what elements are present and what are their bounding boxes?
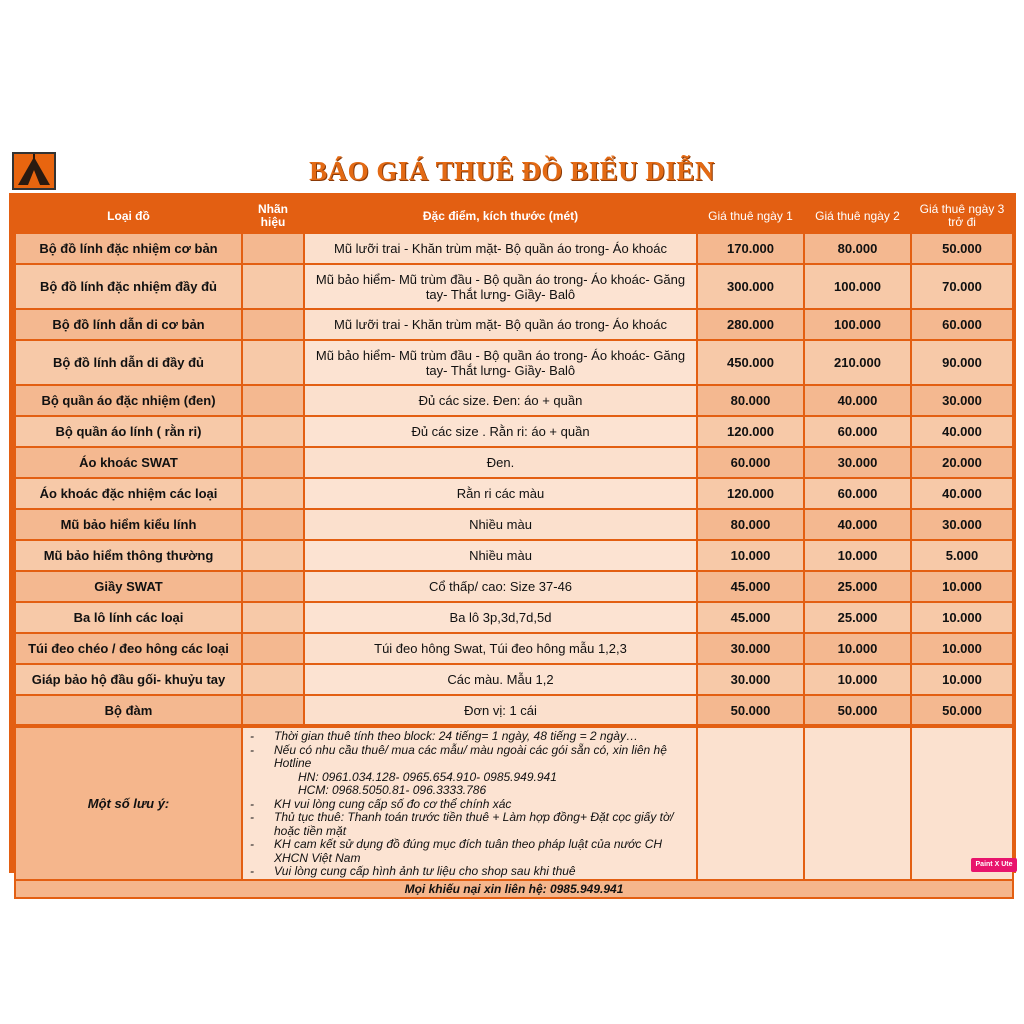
price-day1: 50.000 [697, 695, 804, 726]
item-description: Cổ thấp/ cao: Size 37-46 [304, 571, 697, 602]
item-name: Bộ đồ lính dẫn di cơ bản [15, 309, 242, 340]
header-day3: Giá thuê ngày 3 trở đi [911, 199, 1013, 233]
table-row [15, 340, 1013, 385]
price-day1: 80.000 [697, 385, 804, 416]
price-day2: 10.000 [804, 540, 911, 571]
watermark-badge: Paint X Ute [971, 858, 1017, 872]
price-day2: 100.000 [804, 264, 911, 309]
notes-empty-cell [804, 726, 911, 880]
item-description: Mũ bảo hiểm- Mũ trùm đầu - Bộ quần áo trong- Áo khoác- Găng tay- Thắt lưng- Giầy- Balô [304, 264, 697, 309]
note-line: HN: 0961.034.128- 0965.654.910- 0985.949.941 [298, 769, 557, 784]
price-day2: 25.000 [804, 602, 911, 633]
price-day3: 50.000 [911, 233, 1013, 264]
price-day1: 120.000 [697, 478, 804, 509]
table-row [15, 695, 1013, 726]
price-day1: 280.000 [697, 309, 804, 340]
price-day2: 40.000 [804, 385, 911, 416]
price-day2: 60.000 [804, 478, 911, 509]
item-name: Mũ bảo hiểm thông thường [15, 540, 242, 571]
header-item: Loại đồ [15, 199, 242, 233]
page-title: BÁO GIÁ THUÊ ĐỒ BIỂU DIỄN [309, 156, 715, 186]
price-day1: 30.000 [697, 664, 804, 695]
price-day1: 450.000 [697, 340, 804, 385]
price-day3: 30.000 [911, 509, 1013, 540]
item-brand [242, 478, 304, 509]
table-row [15, 264, 1013, 309]
price-day2: 80.000 [804, 233, 911, 264]
item-name: Bộ đồ lính dẫn di đầy đủ [15, 340, 242, 385]
item-brand [242, 602, 304, 633]
item-description: Mũ lưỡi trai - Khăn trùm mặt- Bộ quần áo trong- Áo khoác [304, 233, 697, 264]
table-row [15, 633, 1013, 664]
table-row [15, 478, 1013, 509]
notes-label: Một số lưu ý: [15, 726, 242, 880]
price-table [14, 198, 1014, 899]
item-description: Các màu. Mẫu 1,2 [304, 664, 697, 695]
item-name: Áo khoác đặc nhiệm các loại [15, 478, 242, 509]
item-brand [242, 385, 304, 416]
note-line: - KH vui lòng cung cấp số đo cơ thể chính xác [274, 798, 693, 812]
header-brand: Nhãn hiệu [242, 199, 304, 233]
item-description: Đen. [304, 447, 697, 478]
price-day1: 45.000 [697, 571, 804, 602]
item-name: Áo khoác SWAT [15, 447, 242, 478]
table-row [15, 233, 1013, 264]
price-day2: 25.000 [804, 571, 911, 602]
price-day1: 45.000 [697, 602, 804, 633]
item-description: Rằn ri các màu [304, 478, 697, 509]
price-day2: 10.000 [804, 664, 911, 695]
item-brand [242, 633, 304, 664]
item-brand [242, 695, 304, 726]
item-name: Bộ đàm [15, 695, 242, 726]
price-day2: 60.000 [804, 416, 911, 447]
note-line: - Thời gian thuê tính theo block: 24 tiếng= 1 ngày, 48 tiếng = 2 ngày… [274, 730, 693, 744]
price-day3: 50.000 [911, 695, 1013, 726]
notes-text [242, 726, 697, 880]
table-row [15, 385, 1013, 416]
header-day1: Giá thuê ngày 1 [697, 199, 804, 233]
item-name: Giáp bảo hộ đầu gối- khuỷu tay [15, 664, 242, 695]
notes-empty-cell [911, 726, 1013, 880]
item-name: Bộ đồ lính đặc nhiệm đầy đủ [15, 264, 242, 309]
item-name: Bộ quần áo đặc nhiệm (đen) [15, 385, 242, 416]
item-description: Túi đeo hông Swat, Túi đeo hông mẫu 1,2,3 [304, 633, 697, 664]
price-day2: 40.000 [804, 509, 911, 540]
note-line: - Nếu có nhu cầu thuê/ mua các mẫu/ màu ngoài các gói sẵn có, xin liên hệ Hotline [274, 744, 693, 771]
item-brand [242, 264, 304, 309]
price-day3: 10.000 [911, 664, 1013, 695]
price-day1: 170.000 [697, 233, 804, 264]
price-day2: 10.000 [804, 633, 911, 664]
price-day2: 30.000 [804, 447, 911, 478]
price-day1: 60.000 [697, 447, 804, 478]
item-brand [242, 664, 304, 695]
price-day2: 100.000 [804, 309, 911, 340]
item-brand [242, 447, 304, 478]
item-name: Túi đeo chéo / đeo hông các loại [15, 633, 242, 664]
item-name: Giầy SWAT [15, 571, 242, 602]
price-day3: 20.000 [911, 447, 1013, 478]
notes-empty-cell [697, 726, 804, 880]
item-name: Bộ đồ lính đặc nhiệm cơ bản [15, 233, 242, 264]
item-brand [242, 416, 304, 447]
price-day3: 5.000 [911, 540, 1013, 571]
item-description: Đơn vị: 1 cái [304, 695, 697, 726]
header-desc: Đặc điểm, kích thước (mét) [304, 199, 697, 233]
price-day3: 60.000 [911, 309, 1013, 340]
item-description: Đủ các size. Đen: áo + quần [304, 385, 697, 416]
item-name: Bộ quần áo lính ( rằn ri) [15, 416, 242, 447]
table-header-row [15, 199, 1013, 233]
item-description: Nhiều màu [304, 509, 697, 540]
table-row [15, 664, 1013, 695]
item-brand [242, 340, 304, 385]
table-row [15, 447, 1013, 478]
price-day3: 40.000 [911, 478, 1013, 509]
table-row [15, 540, 1013, 571]
item-description: Ba lô 3p,3d,7d,5d [304, 602, 697, 633]
price-day1: 30.000 [697, 633, 804, 664]
item-brand [242, 540, 304, 571]
header-day2: Giá thuê ngày 2 [804, 199, 911, 233]
price-day3: 90.000 [911, 340, 1013, 385]
notes-row [15, 726, 1013, 880]
note-line: HCM: 0968.5050.81- 096.3333.786 [298, 783, 487, 797]
item-description: Nhiều màu [304, 540, 697, 571]
note-line: - Thủ tục thuê: Thanh toán trước tiền thuê + Làm hợp đồng+ Đặt cọc giấy tờ/ hoặc tiền mặt [274, 811, 693, 838]
price-day1: 80.000 [697, 509, 804, 540]
item-name: Mũ bảo hiểm kiểu lính [15, 509, 242, 540]
price-day3: 10.000 [911, 633, 1013, 664]
item-brand [242, 571, 304, 602]
note-line: - Vui lòng cung cấp hình ảnh tư liệu cho shop sau khi thuê [274, 865, 693, 879]
table-row [15, 571, 1013, 602]
table-row [15, 509, 1013, 540]
item-brand [242, 309, 304, 340]
price-day3: 40.000 [911, 416, 1013, 447]
item-description: Mũ bảo hiểm- Mũ trùm đầu - Bộ quần áo trong- Áo khoác- Găng tay- Thắt lưng- Giầy- Balô [304, 340, 697, 385]
note-line: - KH cam kết sử dụng đồ đúng mục đích tuân theo pháp luật của nước CH XHCN Việt Nam [274, 838, 693, 865]
table-row [15, 602, 1013, 633]
price-day3: 30.000 [911, 385, 1013, 416]
price-day2: 50.000 [804, 695, 911, 726]
item-brand [242, 509, 304, 540]
item-description: Mũ lưỡi trai - Khăn trùm mặt- Bộ quần áo trong- Áo khoác [304, 309, 697, 340]
price-day3: 10.000 [911, 602, 1013, 633]
item-description: Đủ các size . Rằn ri: áo + quần [304, 416, 697, 447]
price-day3: 10.000 [911, 571, 1013, 602]
price-day1: 120.000 [697, 416, 804, 447]
price-day1: 300.000 [697, 264, 804, 309]
table-row [15, 309, 1013, 340]
contact-text: Mọi khiếu nại xin liên hệ: 0985.949.941 [15, 880, 1013, 898]
price-day1: 10.000 [697, 540, 804, 571]
table-row [15, 416, 1013, 447]
price-day3: 70.000 [911, 264, 1013, 309]
item-brand [242, 233, 304, 264]
price-day2: 210.000 [804, 340, 911, 385]
contact-row [15, 880, 1013, 898]
item-name: Ba lô lính các loại [15, 602, 242, 633]
